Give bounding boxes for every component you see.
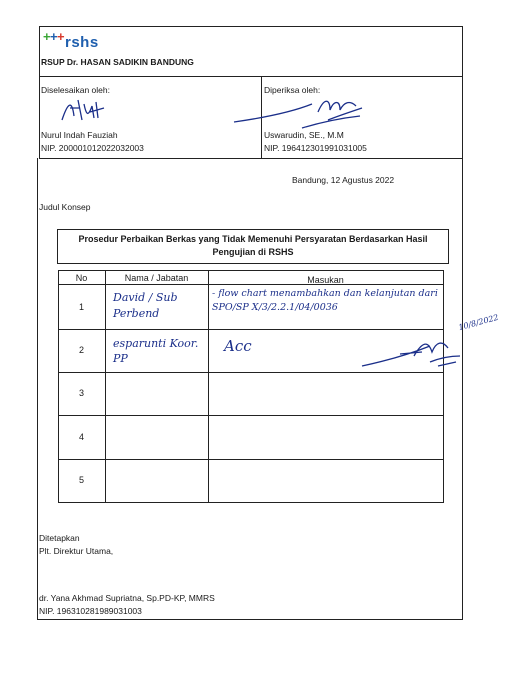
- plus-icon-green: +: [43, 29, 51, 44]
- reviewed-nip: NIP. 196412301991031005: [264, 143, 367, 153]
- table-header-masukan: Masukan: [307, 275, 344, 285]
- table-row4-bottom: [58, 459, 444, 460]
- row2-signature: [360, 332, 464, 372]
- director-nip: NIP. 196310281989031003: [39, 606, 142, 616]
- table-col-nama: [208, 270, 209, 503]
- header-divider: [39, 76, 463, 77]
- hospital-name: RSUP Dr. HASAN SADIKIN BANDUNG: [41, 57, 194, 67]
- table-row-no: 5: [78, 475, 84, 485]
- table-header-no: No: [75, 273, 88, 283]
- row1-date-handwriting: 10/8/2022: [457, 312, 500, 333]
- director-position: Plt. Direktur Utama,: [39, 546, 114, 556]
- row2-feedback-handwriting: Acc: [224, 337, 252, 355]
- reviewed-label: Diperiksa oleh:: [264, 85, 321, 95]
- table-row-no: 3: [78, 388, 84, 398]
- logo-text: rshs: [65, 34, 99, 51]
- ditetapkan-label: Ditetapkan: [39, 533, 80, 543]
- table-header-nama: Nama / Jabatan: [124, 273, 189, 283]
- date-line: Bandung, 12 Agustus 2022: [292, 175, 395, 185]
- frame-left: [39, 26, 40, 158]
- judul-label: Judul Konsep: [39, 202, 91, 212]
- frame-bottom: [37, 619, 463, 620]
- concept-title-line1: Prosedur Perbaikan Berkas yang Tidak Memenuhi Persyaratan Berdasarkan Hasil: [78, 234, 428, 244]
- row1-name-handwriting: David / Sub Perbend: [113, 291, 178, 320]
- concept-title-box: [57, 229, 449, 264]
- table-row5-bottom: [58, 502, 444, 503]
- frame-top: [39, 26, 463, 27]
- table-row3-bottom: [58, 415, 444, 416]
- plus-icon-red: +: [57, 29, 65, 44]
- table-col-no: [105, 270, 106, 503]
- prepared-signature: [58, 96, 108, 126]
- signature-bottom-divider: [39, 158, 463, 159]
- concept-title-line2: Pengujian di RSHS: [212, 247, 294, 257]
- plus-icon-blue: +: [50, 29, 58, 44]
- prepared-nip: NIP. 200001012022032003: [41, 143, 144, 153]
- table-row-no: 1: [78, 302, 84, 312]
- director-name: dr. Yana Akhmad Supriatna, Sp.PD-KP, MMRS: [39, 593, 215, 603]
- logo: [43, 30, 113, 50]
- table-row1-bottom: [58, 329, 444, 330]
- table-top: [58, 270, 444, 271]
- frame-left-lower: [37, 158, 38, 620]
- row2-name-handwriting: esparunti Koor. PP: [113, 337, 199, 365]
- reviewed-signature: [232, 92, 372, 134]
- row1-feedback-handwriting: - flow chart menambahkan dan kelanjutan dari SPO/SP X/3/2.2.1/04/0036: [212, 288, 438, 313]
- table-row-no: 4: [78, 432, 84, 442]
- prepared-name: Nurul Indah Fauziah: [41, 130, 118, 140]
- reviewed-name: Uswarudin, SE., M.M: [264, 130, 344, 140]
- table-row-no: 2: [78, 345, 84, 355]
- table-row2-bottom: [58, 372, 444, 373]
- prepared-label: Diselesaikan oleh:: [41, 85, 110, 95]
